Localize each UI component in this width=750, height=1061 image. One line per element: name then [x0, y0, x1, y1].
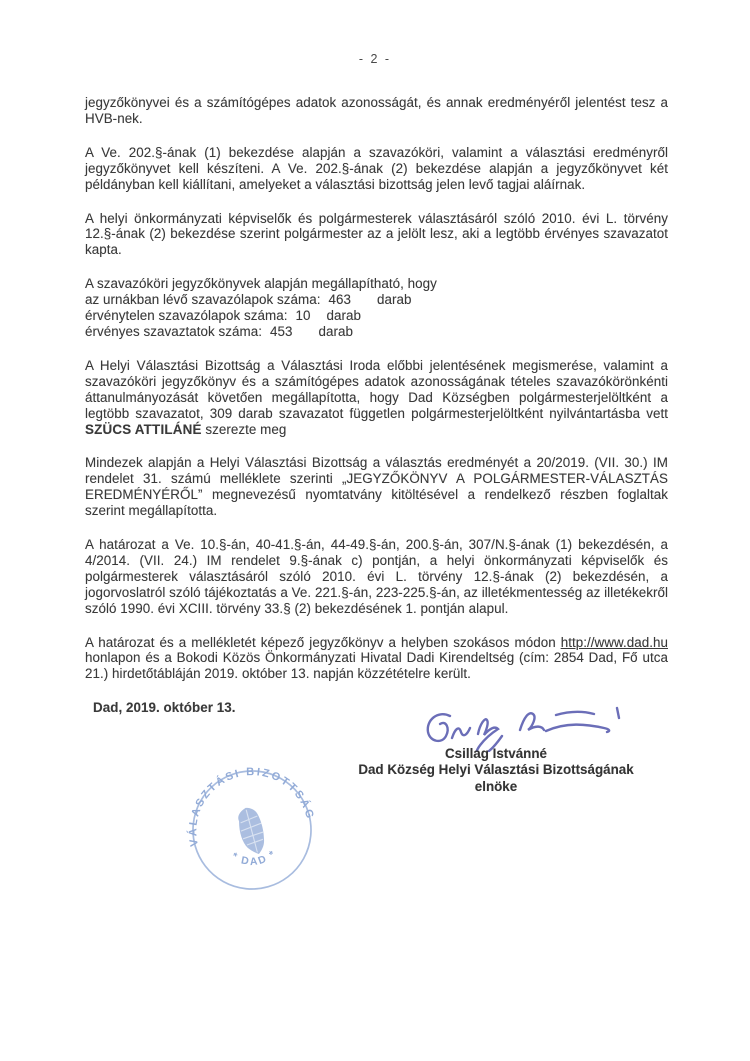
date-place-line: Dad, 2019. október 13.: [93, 700, 236, 716]
paragraph-publication: [85, 635, 668, 683]
document-body: [85, 95, 668, 716]
vote-stat-label: érvényes szavaztatok száma:: [85, 323, 262, 339]
vote-stat-row-ballots-in-urns: [85, 292, 668, 308]
official-stamp: [179, 757, 325, 903]
website-url: http://www.dad.hu: [560, 634, 668, 650]
signatory-organization: Dad Község Helyi Választási Bizottságának: [358, 762, 634, 778]
stamp-bottom-text: * DAD *: [229, 847, 280, 869]
vote-stat-value: 463: [328, 292, 352, 308]
publication-text-post: honlapon és a Bokodi Közös Önkormányzati Hivatal Dadi Kirendeltség (cím: 2854 Dad, Fő utca 21.) hirdetőtábláján 2019. október 13. napján közzétételre került.: [85, 650, 668, 682]
vote-stat-row-invalid-ballots: [85, 308, 668, 324]
page-number: - 2 -: [358, 52, 392, 66]
result-text-post: szerezte meg: [201, 421, 287, 437]
paragraph-law-2010: A helyi önkormányzati képviselők és polgármesterek választásáról szóló 2010. évi L. törvény 12.§-ának (2) bekezdése szerint polgármester az a jelölt lesz, aki a legtöbb érvényes szavazatot kapta.: [85, 210, 668, 258]
vote-statistics-intro: A szavazóköri jegyzőkönyvek alapján megállapítható, hogy: [85, 276, 437, 292]
signature-block: [328, 702, 664, 795]
vote-stat-value: 453: [270, 323, 293, 339]
paragraph-ve-202: A Ve. 202.§-ának (1) bekezdése alapján a szavazóköri, valamint a választási eredményről jegyzőkönyvet kell készíteni. A Ve. 202.§-ának (2) bekezdése alapján a jegyzőkönyvet két példányban kell kiállítani, amelyeket a választási bizottság jelen levő tagjai aláírnak.: [85, 144, 668, 192]
vote-stat-row-valid-votes: [85, 324, 668, 340]
paragraph-legal-basis: A határozat a Ve. 10.§-án, 40-41.§-án, 44-49.§-án, 200.§-án, 307/N.§-ának (1) bekezdésén, a 4/2014. (VII. 24.) IM rendelet 9.§-ának c) pontján, a helyi önkormányzati képviselők és polgármesterek választásáról szóló 2010. évi L. törvény 12.§-ának (2) bekezdésén, a jogorvoslatról szóló tájékoztatás a Ve. 221.§-án, 223-225.§-án, az illetékmentesség az illetékekről szóló 1990. évi XCIII. törvény 33.§ (2) bekezdésének 1. pontján alapul.: [85, 537, 668, 616]
vote-stat-unit: darab: [318, 323, 353, 339]
winner-name: SZÜCS ATTILÁNÉ: [85, 421, 202, 437]
signatory-role: elnöke: [474, 778, 518, 794]
vote-stat-label: érvénytelen szavazólapok száma:: [85, 308, 288, 324]
vote-statistics: [85, 276, 668, 340]
stamp-coat-of-arms: [234, 805, 269, 858]
signatory-name: Csillag Istvánné: [445, 746, 547, 761]
vote-stat-value: 10: [295, 308, 311, 324]
paragraph-report-identity: jegyzőkönyvei és a számítógépes adatok azonosságát, és annak eredményéről jelentést tesz a HVB-nek.: [85, 95, 668, 126]
handwritten-signature: [420, 702, 632, 752]
vote-stat-unit: darab: [326, 308, 362, 324]
vote-stat-unit: darab: [377, 292, 412, 308]
stamp-ring-text: VÁLASZTÁSI BIZOTTSÁG: [187, 766, 317, 848]
result-text-pre: A Helyi Választási Bizottság a Választási Iroda előbbi jelentésének megismerése, valamint a szavazóköri jegyzőkönyv és a számítógépes adatok azonosságának tételes szavazókörönkénti áttanulmányozását követően megállapította, hogy Dad Községben polgármesterjelöltként a legtöbb szavazatot, 309 darab szavazatot független polgármesterjelöltként nyilvántartásba vett: [85, 357, 668, 421]
publication-text-pre: A határozat és a mellékletét képező jegyzőkönyv a helyben szokásos módon: [85, 634, 561, 650]
vote-stat-label: az urnákban lévő szavazólapok száma:: [85, 292, 321, 308]
stamp-graphic: [179, 757, 325, 903]
paragraph-im-decree: Mindezek alapján a Helyi Választási Bizottság a választás eredményét a 20/2019. (VII. 30.) IM rendelet 31. számú melléklete szerinti „JEGYZŐKÖNYV A POLGÁRMESTER-VÁLASZTÁS EREDMÉNYÉRŐL” megnevezésű nyomtatvány kitöltésével a rendelkező részben foglaltak szerint megállapította.: [85, 455, 668, 519]
paragraph-result-declaration: [85, 358, 668, 438]
